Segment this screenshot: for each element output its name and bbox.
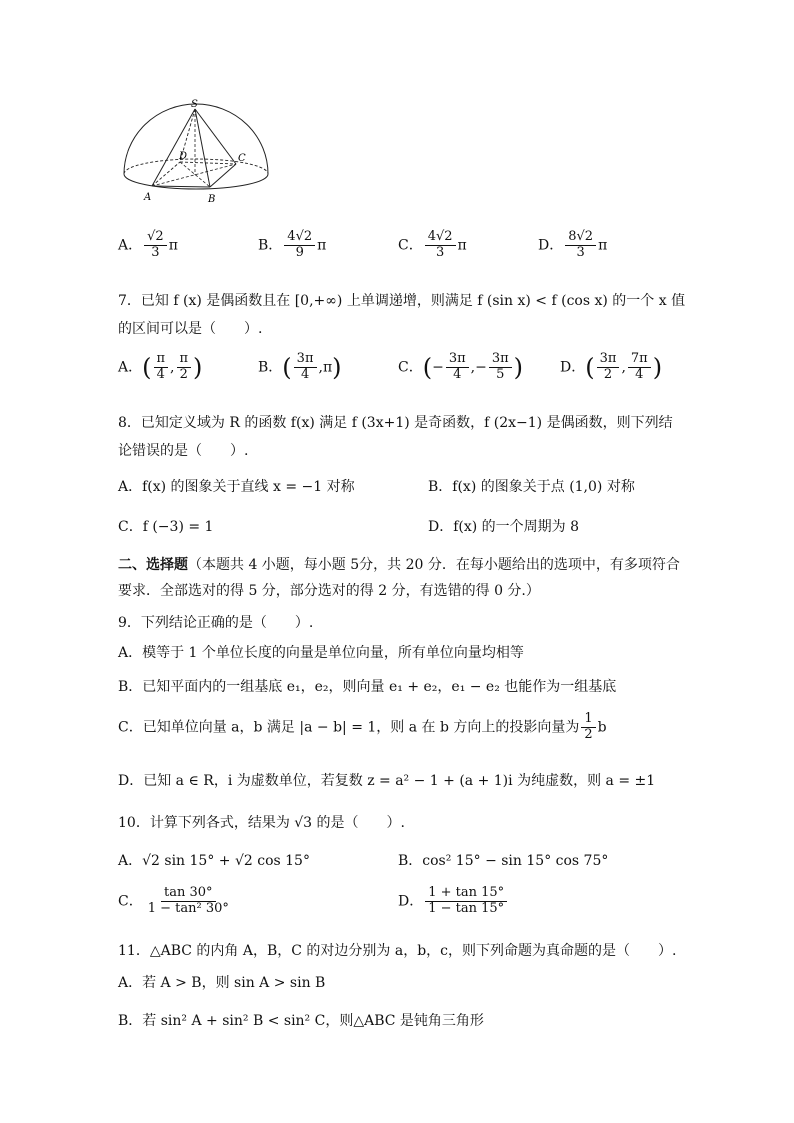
q9-c-text: C．已知单位向量 a，b 满足 |a − b| = 1，则 a 在 b 方向上的投影向量为 bbox=[118, 719, 580, 736]
q6-c-label: C． bbox=[398, 237, 423, 254]
hemisphere-pyramid-figure bbox=[118, 96, 274, 212]
q9-option-a: A．模等于 1 个单位长度的向量是单位向量，所有单位向量均相等 bbox=[118, 645, 524, 661]
pi-symbol: π bbox=[168, 237, 178, 254]
q10-option-a: A．√2 sin 15° + √2 cos 15° bbox=[118, 853, 310, 869]
label-s: S bbox=[191, 99, 198, 110]
q10-c-num: tan 30° bbox=[161, 886, 216, 902]
q7-a-label: A． bbox=[118, 359, 143, 376]
q6-c-num: 4√2 bbox=[425, 230, 456, 246]
q11-option-b: B．若 sin² A + sin² B < sin² C，则△ABC 是钝角三角形 bbox=[118, 1013, 484, 1029]
q7-b-label: B． bbox=[258, 359, 283, 376]
q10-option-d bbox=[398, 886, 509, 917]
q6-b-den: 9 bbox=[295, 244, 304, 260]
q10-c-den: 1 − tan² 30° bbox=[147, 900, 229, 916]
q8-option-d: D．f(x) 的一个周期为 8 bbox=[428, 519, 580, 535]
q11-text: 11．△ABC 的内角 A，B，C 的对边分别为 a，b，c，则下列命题为真命题的是（ ）. bbox=[118, 943, 677, 959]
q6-b-num: 4√2 bbox=[284, 230, 315, 246]
q7-text-line1: 7．已知 f (x) 是偶函数且在 [0,+∞) 上单调递增，则满足 f (sin x) < f (cos x) 的一个 x 值 bbox=[118, 293, 686, 309]
label-a: A bbox=[144, 192, 152, 203]
figure-svg bbox=[118, 96, 274, 208]
q10-d-den: 1 − tan 15° bbox=[428, 900, 505, 916]
q9-option-c: C．已知单位向量 a，b 满足 |a − b| = 1，则 a 在 b 方向上的投影向量为 $\frac{1}{2}$ b bbox=[118, 711, 607, 742]
q7-option-c: C．(− $\frac{3\pi}{4}$ ,− $\frac{3\pi}{5}$ ) bbox=[398, 351, 524, 382]
pi-symbol: π bbox=[457, 237, 467, 254]
q7-text-line2: 的区间可以是（ ）. bbox=[118, 321, 263, 337]
q8-option-b: B．f(x) 的图象关于点 (1,0) 对称 bbox=[428, 479, 635, 495]
q6-d-den: 3 bbox=[576, 244, 585, 260]
q10-c-label: C． bbox=[118, 893, 143, 910]
pi-symbol: π bbox=[317, 237, 327, 254]
q10-d-num: 1 + tan 15° bbox=[425, 886, 507, 902]
q6-a-label: A． bbox=[118, 237, 143, 254]
q6-option-c bbox=[398, 230, 467, 261]
q9-c-vec: b bbox=[597, 719, 607, 736]
q10-option-b: B．cos² 15° − sin 15° cos 75° bbox=[398, 853, 609, 869]
q6-a-den: 3 bbox=[151, 244, 160, 260]
label-c: C bbox=[238, 153, 246, 164]
q10-d-label: D． bbox=[398, 893, 424, 910]
q6-option-a bbox=[118, 230, 178, 261]
label-d: D bbox=[179, 151, 188, 162]
q6-d-label: D． bbox=[538, 237, 564, 254]
q6-c-den: 3 bbox=[435, 244, 445, 260]
q7-option-b: B．( $\frac{3\pi}{4}$ ,π) bbox=[258, 351, 342, 382]
q7-option-d: D．( $\frac{3\pi}{2}$ , $\frac{7\pi}{4}$ ) bbox=[560, 351, 663, 382]
q8-text-line2: 论错误的是（ ）. bbox=[118, 443, 249, 459]
q9-text: 9．下列结论正确的是（ ）. bbox=[118, 615, 314, 631]
section2-title: 二、选择题 bbox=[118, 557, 188, 573]
q6-d-num: 8√2 bbox=[565, 230, 596, 246]
q10-option-c bbox=[118, 886, 234, 917]
q9-option-b: B．已知平面内的一组基底 e₁，e₂，则向量 e₁ + e₂，e₁ − e₂ 也能作为一组基底 bbox=[118, 679, 617, 695]
q7-option-a: A．( $\frac{\pi}{4}$ , $\frac{\pi}{2}$ ) bbox=[118, 351, 203, 382]
q10-text: 10．计算下列各式，结果为 √3 的是（ ）. bbox=[118, 815, 405, 831]
q8-option-c: C．f (−3) = 1 bbox=[118, 519, 214, 535]
q9-option-d: D．已知 a ∈ R，i 为虚数单位，若复数 z = a² − 1 + (a + 1)i 为纯虚数，则 a = ±1 bbox=[118, 773, 656, 789]
q8-option-a: A．f(x) 的图象关于直线 x = −1 对称 bbox=[118, 479, 355, 495]
q6-b-label: B． bbox=[258, 237, 283, 254]
q6-option-d bbox=[538, 230, 607, 261]
q11-option-a: A．若 A > B，则 sin A > sin B bbox=[118, 975, 326, 991]
section2-header-line2: 要求．全部选对的得 5 分，部分选对的得 2 分，有选错的得 0 分.） bbox=[118, 583, 540, 599]
section2-header-line1 bbox=[118, 554, 680, 574]
section2-desc1: （本题共 4 小题，每小题 5分，共 20 分．在每小题给出的选项中，有多项符合 bbox=[188, 557, 680, 573]
pi-symbol: π bbox=[598, 237, 608, 254]
q8-text-line1: 8．已知定义域为 R 的函数 f(x) 满足 f (3x+1) 是奇函数，f (2x−1) 是偶函数，则下列结 bbox=[118, 415, 673, 431]
q6-a-num: √2 bbox=[144, 230, 167, 246]
q7-d-label: D． bbox=[560, 359, 586, 376]
q6-option-b bbox=[258, 230, 326, 261]
label-b: B bbox=[208, 194, 216, 205]
q7-c-label: C． bbox=[398, 359, 423, 376]
